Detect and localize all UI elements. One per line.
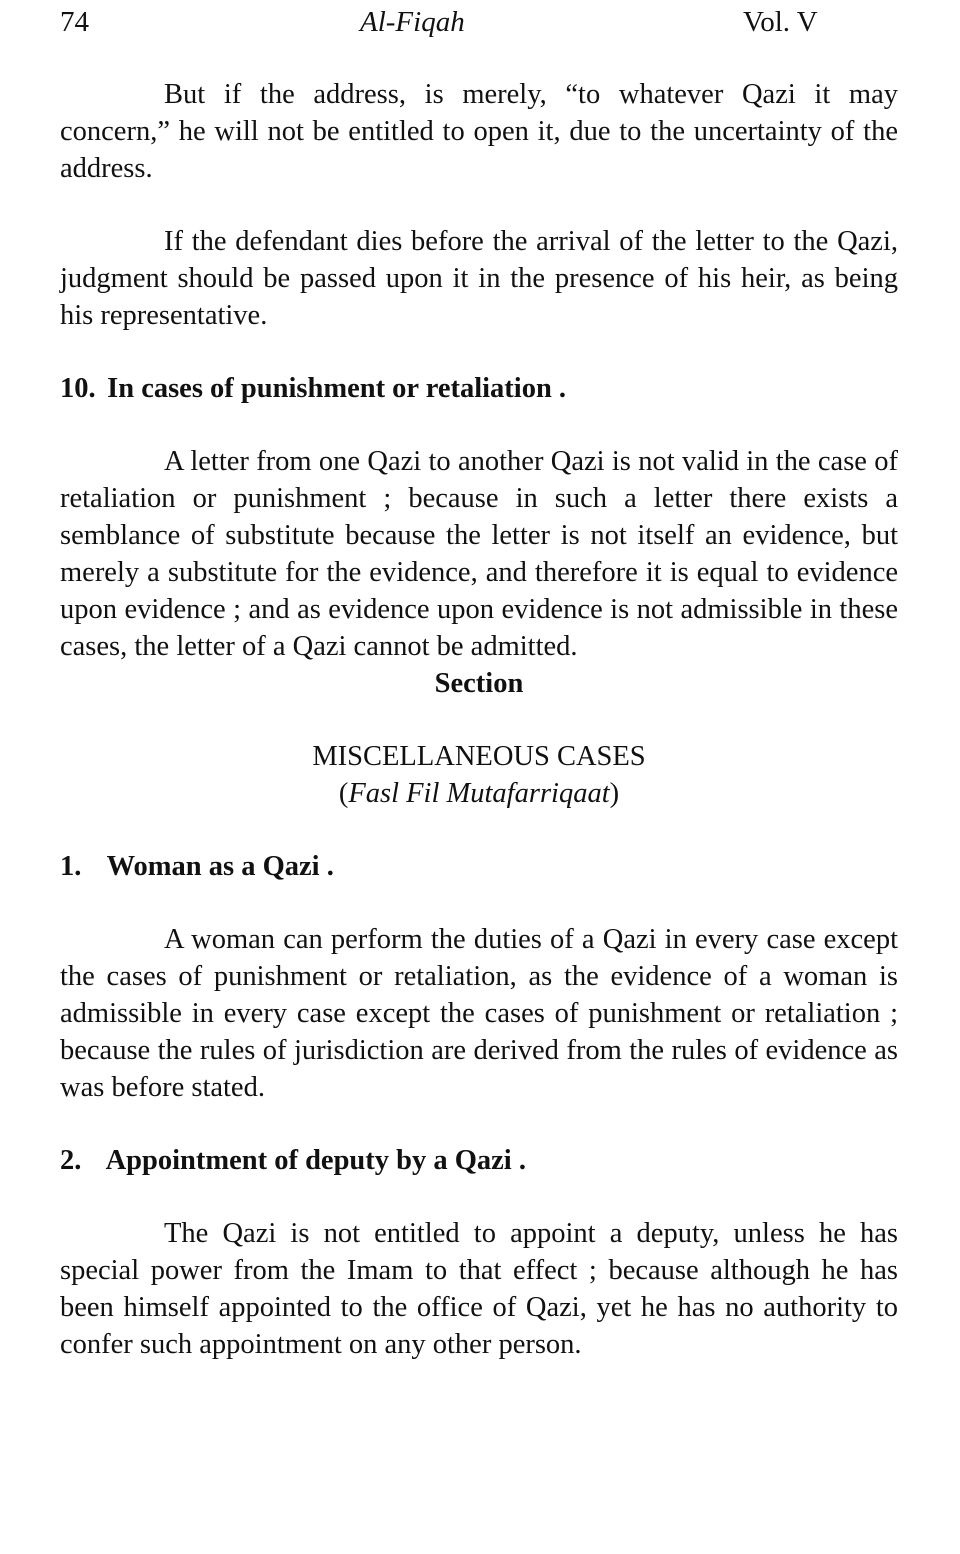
heading-woman-qazi bbox=[60, 848, 898, 885]
page-header bbox=[60, 2, 860, 42]
subtitle-open-paren: ( bbox=[338, 778, 349, 809]
paragraph-deputy-appointment: The Qazi is not entitled to appoint a deputy, unless he has special power from the Imam to that effect ; because although he has been himself appointed to the office of Qazi, yet he has no authority to confer such appointment on any other person. bbox=[60, 1218, 898, 1360]
heading-number: 2. bbox=[60, 1145, 82, 1176]
section-subtitle bbox=[60, 775, 898, 812]
paragraph-address-uncertainty: But if the address, is merely, “to whatever Qazi it may concern,” he will not be entitled to open it, due to the uncertainty of the address. bbox=[60, 79, 898, 184]
volume-label: Vol. V bbox=[743, 6, 818, 38]
heading-punishment-retaliation bbox=[60, 370, 898, 407]
paragraph-defendant-dies: If the defendant dies before the arrival of the letter to the Qazi, judgment should be passed upon it in the presence of his heir, as being his representative. bbox=[60, 226, 898, 331]
section-label: Section bbox=[434, 668, 524, 699]
section-title: MISCELLANEOUS CASES bbox=[312, 741, 646, 772]
page-body bbox=[60, 76, 898, 1363]
heading-text: Woman as a Qazi . bbox=[106, 851, 334, 882]
paragraph-letter-not-valid: A letter from one Qazi to another Qazi is not valid in the case of retaliation or punishment ; because in such a letter there exists a semblance of substitute because the letter is not itself an evidence, but merely a substitute for the evidence, and therefore it is equal to evidence upon evidence ; and as evidence upon evidence is not admissible in these cases, the letter of a Qazi cannot be admitted. bbox=[60, 446, 898, 662]
heading-number: 1. bbox=[60, 851, 82, 882]
paragraph-woman-duties: A woman can perform the duties of a Qazi in every case except the cases of punishment or retaliation, as the evidence of a woman is admissible in every case except the cases of punishment or retaliation ; because the rules of jurisdiction are derived from the rules of evidence as was before stated. bbox=[60, 924, 898, 1103]
page-number: 74 bbox=[60, 6, 89, 38]
subtitle-text: Fasl Fil Mutafarriqaat bbox=[348, 778, 610, 809]
heading-number: 10. bbox=[60, 373, 96, 404]
heading-appointment-deputy bbox=[60, 1142, 898, 1179]
book-title: Al-Fiqah bbox=[360, 6, 465, 38]
subtitle-close-paren: ) bbox=[609, 778, 620, 809]
heading-text: Appointment of deputy by a Qazi . bbox=[105, 1145, 526, 1176]
heading-text: In cases of punishment or retaliation . bbox=[107, 373, 567, 404]
